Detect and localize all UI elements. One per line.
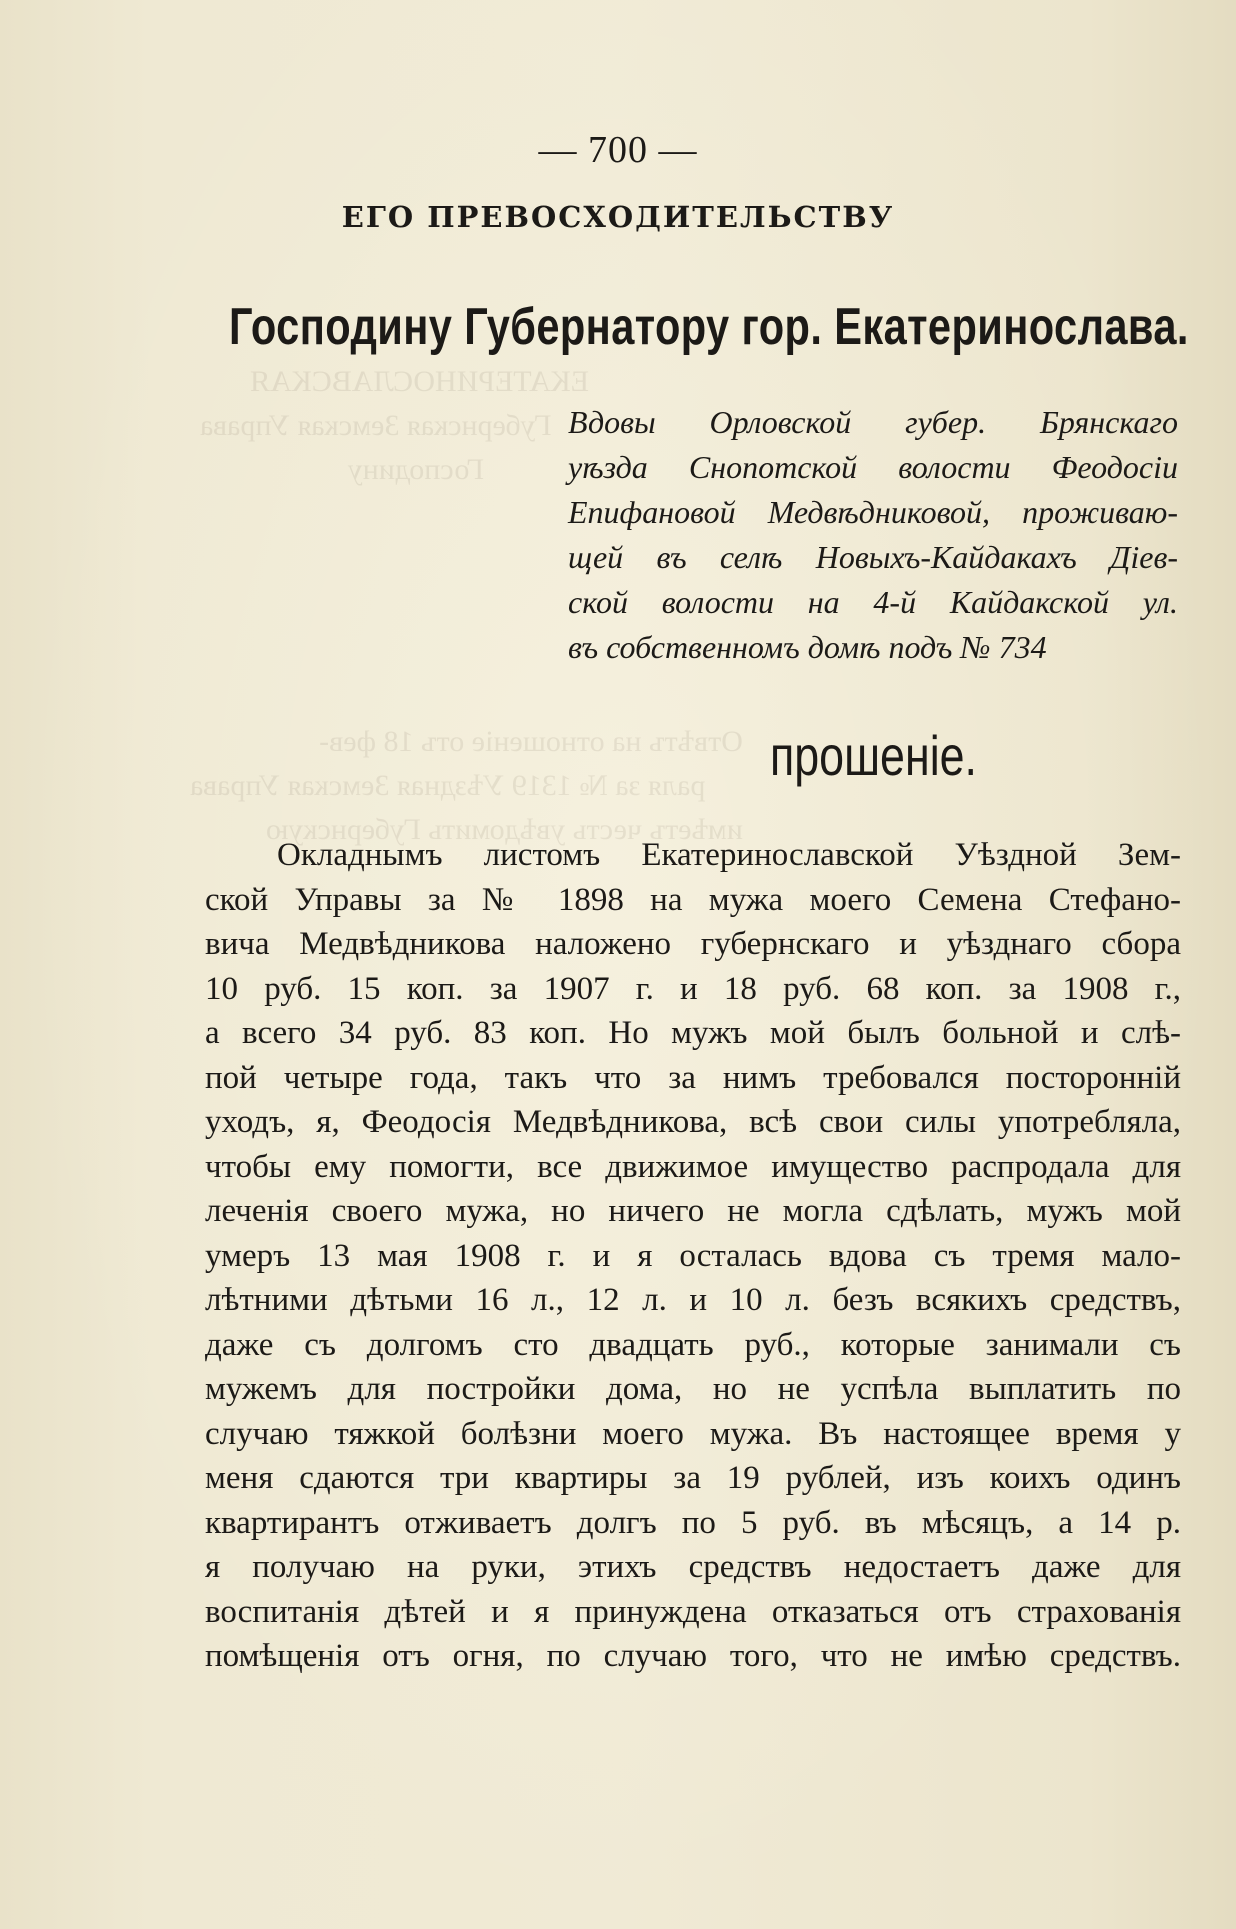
document-title: прошеніе. xyxy=(770,724,978,787)
body-line: даже съ долгомъ сто двадцать руб., которые занимали съ xyxy=(205,1326,1181,1363)
petitioner-line: въ собственномъ домѣ подъ № 734 xyxy=(568,629,1047,665)
body-line: ской Управы за № 1898 на мужа моего Семена Стефано- xyxy=(205,881,1181,918)
addressee-name: Господину Губернатору гор. Екатеринослава. xyxy=(229,298,1189,356)
body-line: помѣщенія отъ огня, по случаю того, что не имѣю средствъ. xyxy=(205,1638,1181,1674)
body-line: лѣтними дѣтьми 16 л., 12 л. и 10 л. безъ всякихъ средствъ, xyxy=(205,1282,1181,1318)
body-line: а всего 34 руб. 83 коп. Но мужъ мой былъ больной и слѣ- xyxy=(205,1015,1181,1051)
body-line: воспитанія дѣтей и я принуждена отказаться отъ страхованія xyxy=(205,1593,1181,1630)
addressee-title: ЕГО ПРЕВОСХОДИТЕЛЬСТВУ xyxy=(341,200,895,234)
petitioner-line: Епифановой Медвѣдниковой, проживаю- xyxy=(568,494,1178,530)
petitioner-block xyxy=(568,400,1178,670)
petitioner-line: щей въ селѣ Новыхъ-Кайдакахъ Діев- xyxy=(568,539,1178,575)
petitioner-line: Вдовы Орловской губер. Брянскаго xyxy=(568,404,1178,440)
petitioner-line: уѣзда Снопотской волости Феодосіи xyxy=(568,449,1178,485)
body-line: 10 руб. 15 коп. за 1907 г. и 18 руб. 68 коп. за 1908 г., xyxy=(205,970,1181,1007)
body-line: чтобы ему помогти, все движимое имущество распродала для xyxy=(205,1148,1181,1185)
body-line: я получаю на руки, этихъ средствъ недостаетъ даже для xyxy=(205,1549,1181,1585)
body-line: вича Медвѣдникова наложено губернскаго и уѣзднаго сбора xyxy=(205,926,1181,962)
body-line: пой четыре года, такъ что за нимъ требовался посторонній xyxy=(205,1059,1181,1096)
body-line: меня сдаются три квартиры за 19 рублей, изъ коихъ одинъ xyxy=(205,1460,1181,1496)
body-line: леченія своего мужа, но ничего не могла сдѣлать, мужъ мой xyxy=(205,1193,1181,1229)
body-line: уходъ, я, Феодосія Медвѣдникова, всѣ свои силы употребляла, xyxy=(205,1104,1181,1140)
body-line: мужемъ для постройки дома, но не успѣла выплатить по xyxy=(205,1371,1181,1407)
page-number: — 700 — xyxy=(538,129,698,171)
body-line: Окладнымъ листомъ Екатеринославской Уѣздной Зем- xyxy=(277,837,1181,873)
show-through-text: Отвѣтъ на отношеніе отъ 18 фев- раля за № 1319 Уѣздная Земская Управа имѣетъ честь увѣдомить Губернскую xyxy=(190,725,743,846)
body-line: квартирантъ отживаетъ долгъ по 5 руб. въ мѣсяцъ, а 14 р. xyxy=(205,1504,1181,1541)
body-line: случаю тяжкой болѣзни моего мужа. Въ настоящее время у xyxy=(205,1415,1181,1452)
petitioner-line: ской волости на 4-й Кайдакской ул. xyxy=(568,584,1178,620)
show-through-text: ЕКАТЕРИНОСЛАВСКАЯ Губернская Земская Управа Господину xyxy=(200,365,590,486)
petition-body xyxy=(205,833,1181,1679)
body-line: умеръ 13 мая 1908 г. и я осталась вдова съ тремя мало- xyxy=(205,1237,1181,1274)
